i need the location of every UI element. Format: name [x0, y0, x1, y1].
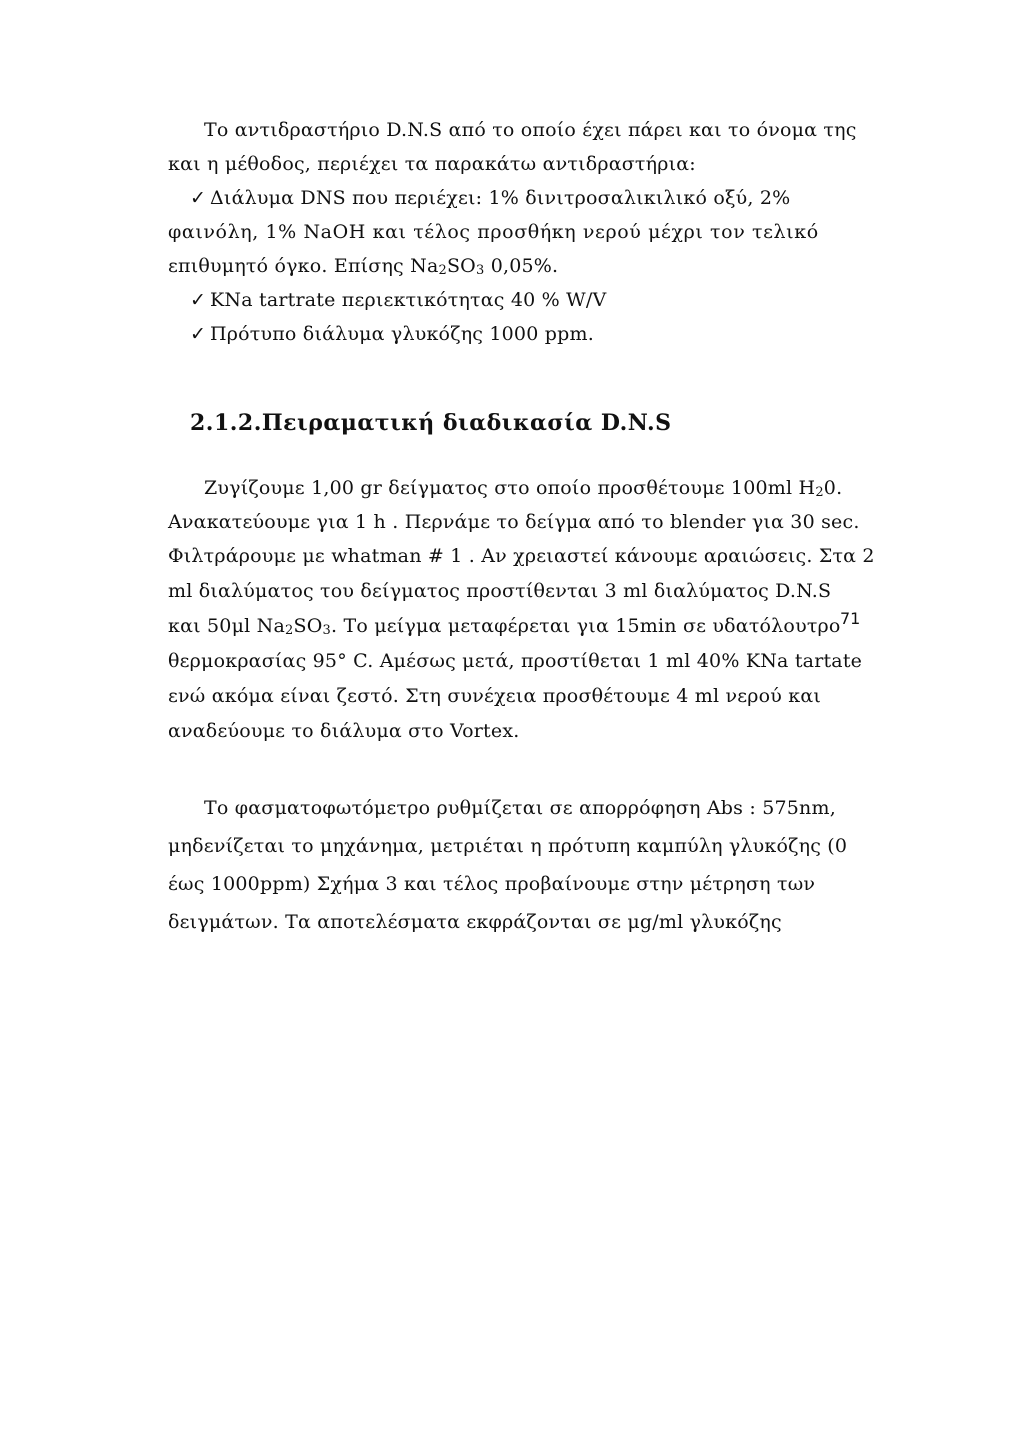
subscript: 2: [438, 263, 447, 278]
intro-line-2: και η μέθοδος, περιέχει τα παρακάτω αντιδραστήρια:: [168, 153, 696, 175]
bullet-kna-line: [190, 288, 606, 312]
bullet-dns-line-2: φαινόλη, 1% NaOH και τέλος προσθήκη νερού μέχρι τον τελικό: [168, 221, 819, 243]
bullet-dns-line-3-mid: SO: [446, 255, 476, 277]
procedure-line-7: ενώ ακόμα είναι ζεστό. Στη συνέχεια προσθέτουμε 4 ml νερού και: [168, 685, 822, 707]
bullet-kna-text: KNa tartrate περιεκτικότητας 40 % W/V: [210, 289, 607, 311]
intro-line-1: Το αντιδραστήριο D.N.S από το οποίο έχει πάρει και το όνομα της: [204, 119, 857, 141]
procedure-line-2: Ανακατεύουμε για 1 h . Περνάμε το δείγμα από το blender για 30 sec.: [168, 511, 860, 533]
procedure-line-1: [204, 476, 842, 500]
procedure-line-5: [168, 614, 841, 638]
bullet-dns-line-3-pre: επιθυμητό όγκο. Επίσης Na: [168, 255, 439, 277]
spectro-line-4: δειγμάτων. Τα αποτελέσματα εκφράζονται σε μg/ml γλυκόζης: [168, 911, 782, 933]
subscript: 3: [322, 623, 331, 638]
spectro-line-3: έως 1000ppm) Σχήμα 3 και τέλος προβαίνουμε στην μέτρηση των: [168, 873, 816, 895]
procedure-line-1-pre: Ζυγίζουμε 1,00 gr δείγματος στο οποίο προσθέτουμε 100ml H: [204, 477, 816, 499]
procedure-line-6: θερμοκρασίας 95° C. Αμέσως μετά, προστίθεται 1 ml 40% KNa tartate: [168, 650, 863, 672]
bullet-glucose-text: Πρότυπο διάλυμα γλυκόζης 1000 ppm.: [210, 323, 594, 345]
bullet-dns-line-3: [168, 254, 558, 278]
subscript: 2: [815, 485, 824, 500]
procedure-line-1-post: 0.: [823, 477, 843, 499]
procedure-line-4: ml διαλύματος του δείγματος προστίθενται 3 ml διαλύματος D.N.S: [168, 580, 832, 602]
section-heading: 2.1.2.Πειραματική διαδικασία D.N.S: [190, 410, 672, 436]
page-number: 71: [840, 609, 861, 628]
check-mark-icon: ✓: [190, 323, 207, 345]
procedure-line-5-pre: και 50μl Na: [168, 615, 285, 637]
procedure-line-3: Φιλτράρουμε με whatman # 1 . Αν χρειαστεί κάνουμε αραιώσεις. Στα 2: [168, 545, 875, 567]
procedure-line-8: αναδεύουμε το διάλυμα στο Vortex.: [168, 720, 520, 742]
check-mark-icon: ✓: [190, 187, 207, 209]
spectro-line-2: μηδενίζεται το μηχάνημα, μετριέται η πρότυπη καμπύλη γλυκόζης (0: [168, 835, 848, 857]
bullet-dns-line-3-post: 0,05%.: [484, 255, 559, 277]
subscript: 3: [475, 263, 485, 278]
check-mark-icon: ✓: [190, 289, 207, 311]
bullet-dns-line-1: [190, 186, 790, 210]
bullet-dns-text: Διάλυμα DNS που περιέχει: 1% δινιτροσαλικιλικό οξύ, 2%: [210, 187, 791, 209]
subscript: 2: [285, 623, 294, 638]
procedure-line-5-mid: SO: [293, 615, 323, 637]
procedure-line-5-post: . Το μείγμα μεταφέρεται για 15min σε υδατόλουτρο: [330, 615, 841, 637]
bullet-glucose-line: [190, 322, 594, 346]
spectro-line-1: Το φασματοφωτόμετρο ρυθμίζεται σε απορρόφηση Abs : 575nm,: [204, 797, 836, 819]
